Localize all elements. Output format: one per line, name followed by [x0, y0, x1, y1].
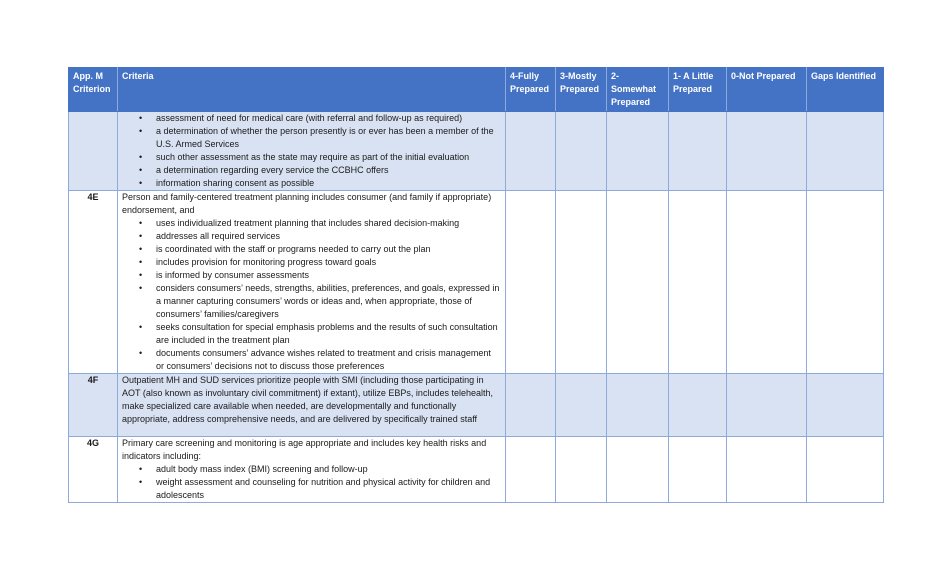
mostly-prepared-cell[interactable]	[556, 112, 607, 191]
criteria-cell	[118, 112, 506, 191]
mostly-prepared-cell[interactable]	[556, 437, 607, 503]
criteria-bullet-list	[122, 112, 501, 190]
somewhat-prepared-cell[interactable]	[607, 437, 669, 503]
header-gaps-identified: Gaps Identified	[807, 68, 884, 112]
criteria-bullet-list	[122, 463, 501, 502]
mostly-prepared-cell[interactable]	[556, 374, 607, 437]
a-little-prepared-cell[interactable]	[669, 191, 727, 374]
fully-prepared-cell[interactable]	[506, 112, 556, 191]
fully-prepared-cell[interactable]	[506, 191, 556, 374]
criteria-bullet: • a determination regarding every service the CCBHC offers	[156, 164, 501, 177]
criteria-bullet: • uses individualized treatment planning that includes shared decision-making	[156, 217, 501, 230]
not-prepared-cell[interactable]	[727, 191, 807, 374]
not-prepared-cell[interactable]	[727, 112, 807, 191]
a-little-prepared-cell[interactable]	[669, 112, 727, 191]
criteria-cell	[118, 437, 506, 503]
criteria-bullet-list	[122, 217, 501, 373]
table-row	[69, 437, 884, 503]
criteria-intro-text: Person and family-centered treatment planning includes consumer (and family if appropriate) endorsement, and	[122, 192, 492, 215]
criteria-bullet: • information sharing consent as possible	[156, 177, 501, 190]
not-prepared-cell[interactable]	[727, 374, 807, 437]
criterion-id-cell	[69, 112, 118, 191]
criteria-bullet: • is informed by consumer assessments	[156, 269, 501, 282]
header-somewhat-prepared: 2- Somewhat Prepared	[607, 68, 669, 112]
header-a-little-prepared: 1- A Little Prepared	[669, 68, 727, 112]
criteria-bullet: • a determination of whether the person presently is or ever has been a member of the U.S. Armed Services	[156, 125, 501, 151]
header-fully-prepared: 4-Fully Prepared	[506, 68, 556, 112]
criteria-cell	[118, 191, 506, 374]
gaps-identified-cell[interactable]	[807, 191, 884, 374]
criterion-id-cell: 4G	[69, 437, 118, 503]
criteria-cell	[118, 374, 506, 437]
fully-prepared-cell[interactable]	[506, 374, 556, 437]
criteria-bullet: • such other assessment as the state may require as part of the initial evaluation	[156, 151, 501, 164]
header-criterion: App. M Criterion	[69, 68, 118, 112]
criteria-bullet: • weight assessment and counseling for nutrition and physical activity for children and adolescents	[156, 476, 501, 502]
criteria-bullet: • is coordinated with the staff or programs needed to carry out the plan	[156, 243, 501, 256]
table-header-row	[69, 68, 884, 112]
table-row	[69, 112, 884, 191]
criteria-intro-text: Primary care screening and monitoring is age appropriate and includes key health risks and indicators including:	[122, 438, 487, 461]
somewhat-prepared-cell[interactable]	[607, 374, 669, 437]
criteria-bullet: • adult body mass index (BMI) screening and follow-up	[156, 463, 501, 476]
header-not-prepared: 0-Not Prepared	[727, 68, 807, 112]
table-row	[69, 191, 884, 374]
a-little-prepared-cell[interactable]	[669, 374, 727, 437]
header-criteria: Criteria	[118, 68, 506, 112]
somewhat-prepared-cell[interactable]	[607, 112, 669, 191]
somewhat-prepared-cell[interactable]	[607, 191, 669, 374]
not-prepared-cell[interactable]	[727, 437, 807, 503]
a-little-prepared-cell[interactable]	[669, 437, 727, 503]
criterion-id-cell: 4E	[69, 191, 118, 374]
table-row	[69, 374, 884, 437]
readiness-assessment-table	[68, 67, 884, 503]
header-mostly-prepared: 3-Mostly Prepared	[556, 68, 607, 112]
criteria-bullet: • documents consumers’ advance wishes related to treatment and crisis management or consumers’ decisions not to discuss those preferences	[156, 347, 501, 373]
fully-prepared-cell[interactable]	[506, 437, 556, 503]
criteria-bullet: • addresses all required services	[156, 230, 501, 243]
mostly-prepared-cell[interactable]	[556, 191, 607, 374]
criteria-bullet: • assessment of need for medical care (with referral and follow-up as required)	[156, 112, 501, 125]
criterion-id-cell: 4F	[69, 374, 118, 437]
criteria-bullet: • seeks consultation for special emphasis problems and the results of such consultation are included in the treatment plan	[156, 321, 501, 347]
criteria-intro-text: Outpatient MH and SUD services prioritize people with SMI (including those participating in AOT (also known as involuntary civil commitment) if extant), utilize EBPs, includes telehealth, make specialized care available when needed, are developmentally and functionally appropriate, address comprehensive needs, and are delivered by specifically trained staff	[122, 375, 493, 424]
criteria-bullet: • includes provision for monitoring progress toward goals	[156, 256, 501, 269]
gaps-identified-cell[interactable]	[807, 437, 884, 503]
gaps-identified-cell[interactable]	[807, 112, 884, 191]
criteria-bullet: • considers consumers’ needs, strengths, abilities, preferences, and goals, expressed in a manner capturing consumers’ words or ideas and, when appropriate, those of consumers’ families/caregivers	[156, 282, 501, 321]
gaps-identified-cell[interactable]	[807, 374, 884, 437]
